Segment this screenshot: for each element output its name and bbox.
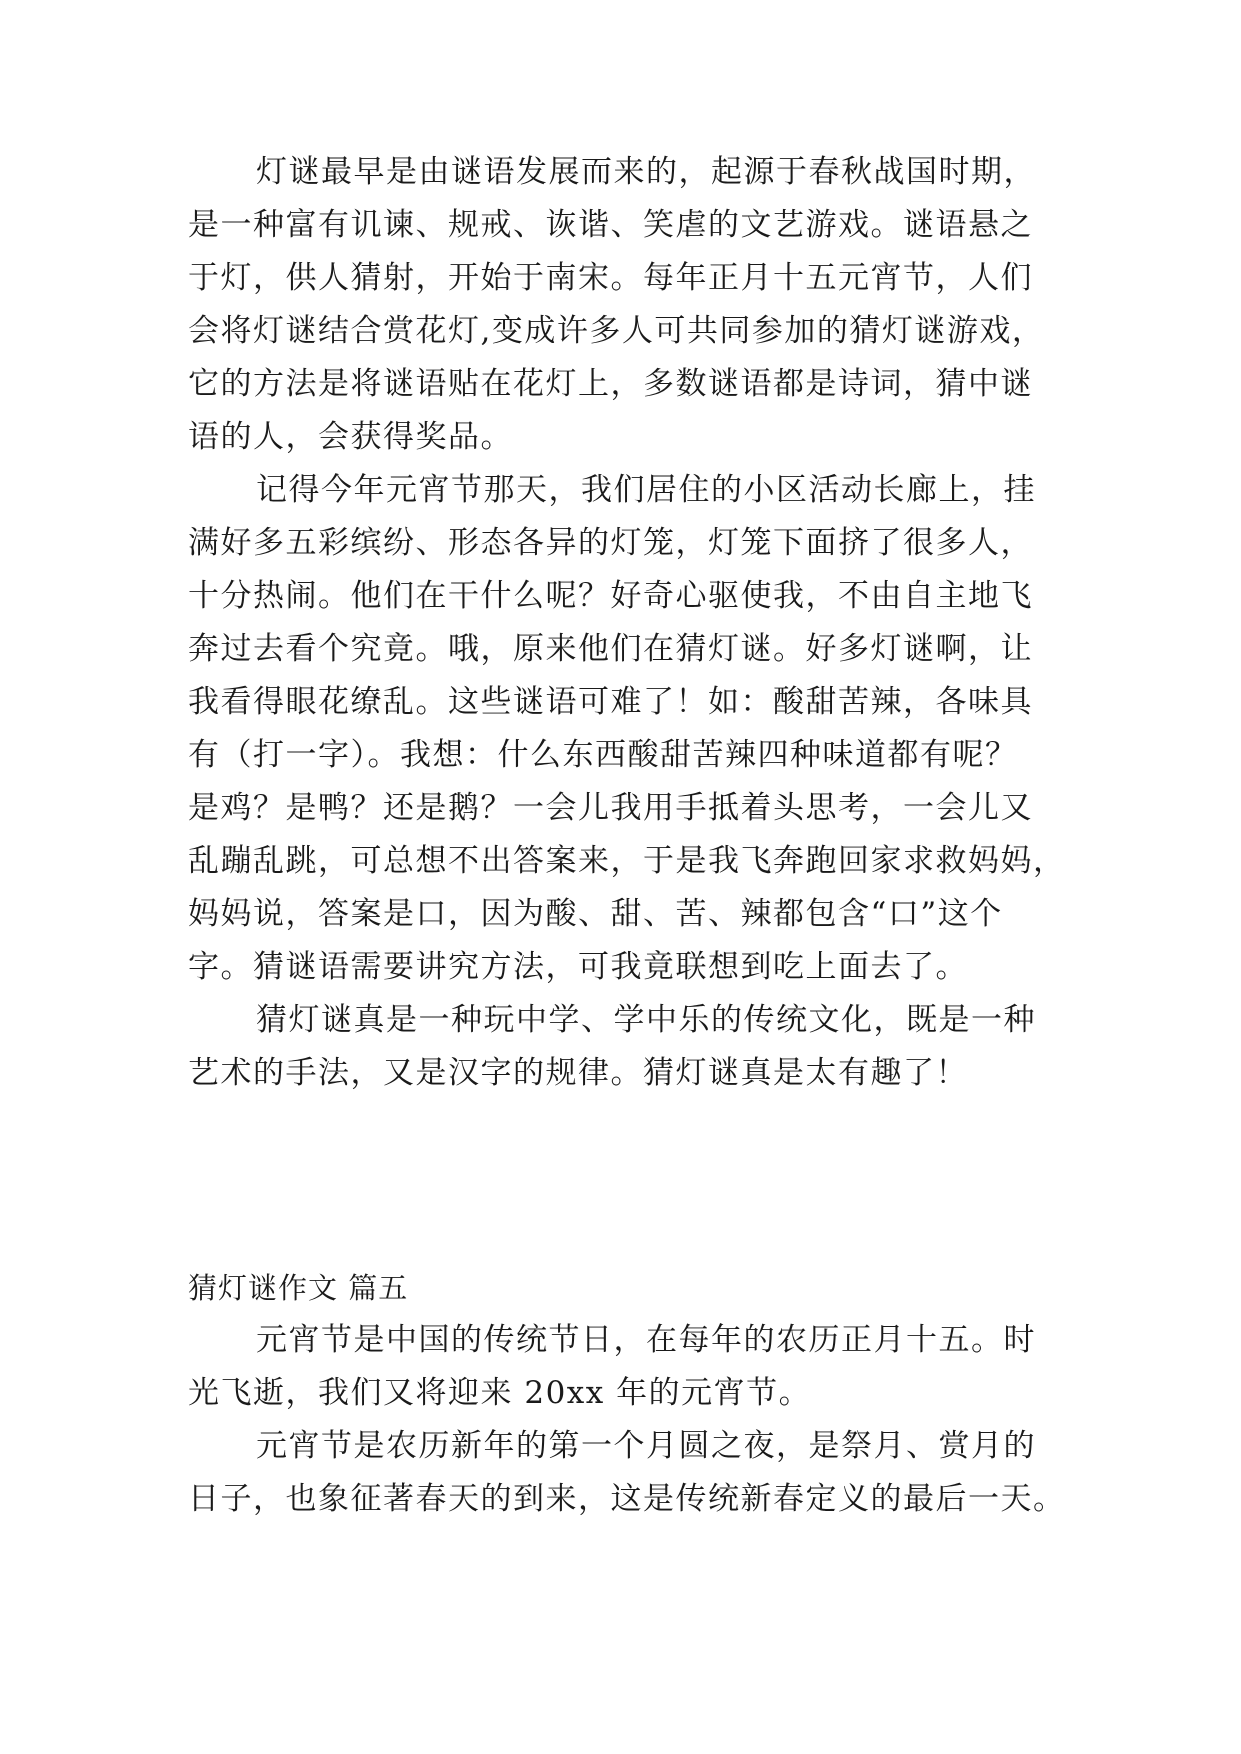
paragraph-line: 妈妈说，答案是口，因为酸、甜、苦、辣都包含“口”这个 [188, 896, 1003, 932]
paragraph-line: 艺术的手法，又是汉字的规律。猜灯谜真是太有趣了！ [188, 1055, 968, 1091]
paragraph-line: 是鸡？是鸭？还是鹅？一会儿我用手抵着头思考，一会儿又 [188, 790, 1033, 826]
paragraph-line: 元宵节是中国的传统节日，在每年的农历正月十五。时 [256, 1322, 1036, 1358]
section-heading: 猜灯谜作文 篇五 [188, 1271, 409, 1305]
paragraph-line: 于灯，供人猜射，开始于南宋。每年正月十五元宵节，人们 [188, 260, 1033, 296]
paragraph-line: 它的方法是将谜语贴在花灯上，多数谜语都是诗词，猜中谜 [188, 366, 1033, 402]
paragraph-line: 会将灯谜结合赏花灯,变成许多人可共同参加的猜灯谜游戏， [188, 313, 1045, 349]
paragraph-line: 元宵节是农历新年的第一个月圆之夜，是祭月、赏月的 [256, 1428, 1036, 1464]
paragraph-line: 是一种富有讥谏、规戒、诙谐、笑虐的文艺游戏。谜语悬之 [188, 207, 1033, 243]
paragraph-line: 语的人，会获得奖品。 [188, 419, 513, 455]
paragraph-line: 字。猜谜语需要讲究方法，可我竟联想到吃上面去了。 [188, 949, 968, 985]
paragraph-line: 记得今年元宵节那天，我们居住的小区活动长廊上，挂 [256, 472, 1036, 508]
paragraph-line: 灯谜最早是由谜语发展而来的，起源于春秋战国时期， [256, 154, 1036, 190]
paragraph-line: 光飞逝，我们又将迎来 20xx 年的元宵节。 [188, 1375, 812, 1411]
paragraph-line: 猜灯谜真是一种玩中学、学中乐的传统文化，既是一种 [256, 1002, 1036, 1038]
paragraph-line: 乱蹦乱跳，可总想不出答案来，于是我飞奔跑回家求救妈妈， [188, 843, 1066, 879]
paragraph-line: 奔过去看个究竟。哦，原来他们在猜灯谜。好多灯谜啊，让 [188, 631, 1033, 667]
paragraph-line: 我看得眼花缭乱。这些谜语可难了！如：酸甜苦辣，各味具 [188, 684, 1033, 720]
paragraph-line: 十分热闹。他们在干什么呢？好奇心驱使我，不由自主地飞 [188, 578, 1033, 614]
paragraph-line: 日子，也象征著春天的到来，这是传统新春定义的最后一天。 [188, 1481, 1066, 1517]
paragraph-line: 有（打一字）。我想：什么东西酸甜苦辣四种味道都有呢？ [188, 737, 1018, 773]
paragraph-line: 满好多五彩缤纷、形态各异的灯笼，灯笼下面挤了很多人， [188, 525, 1033, 561]
